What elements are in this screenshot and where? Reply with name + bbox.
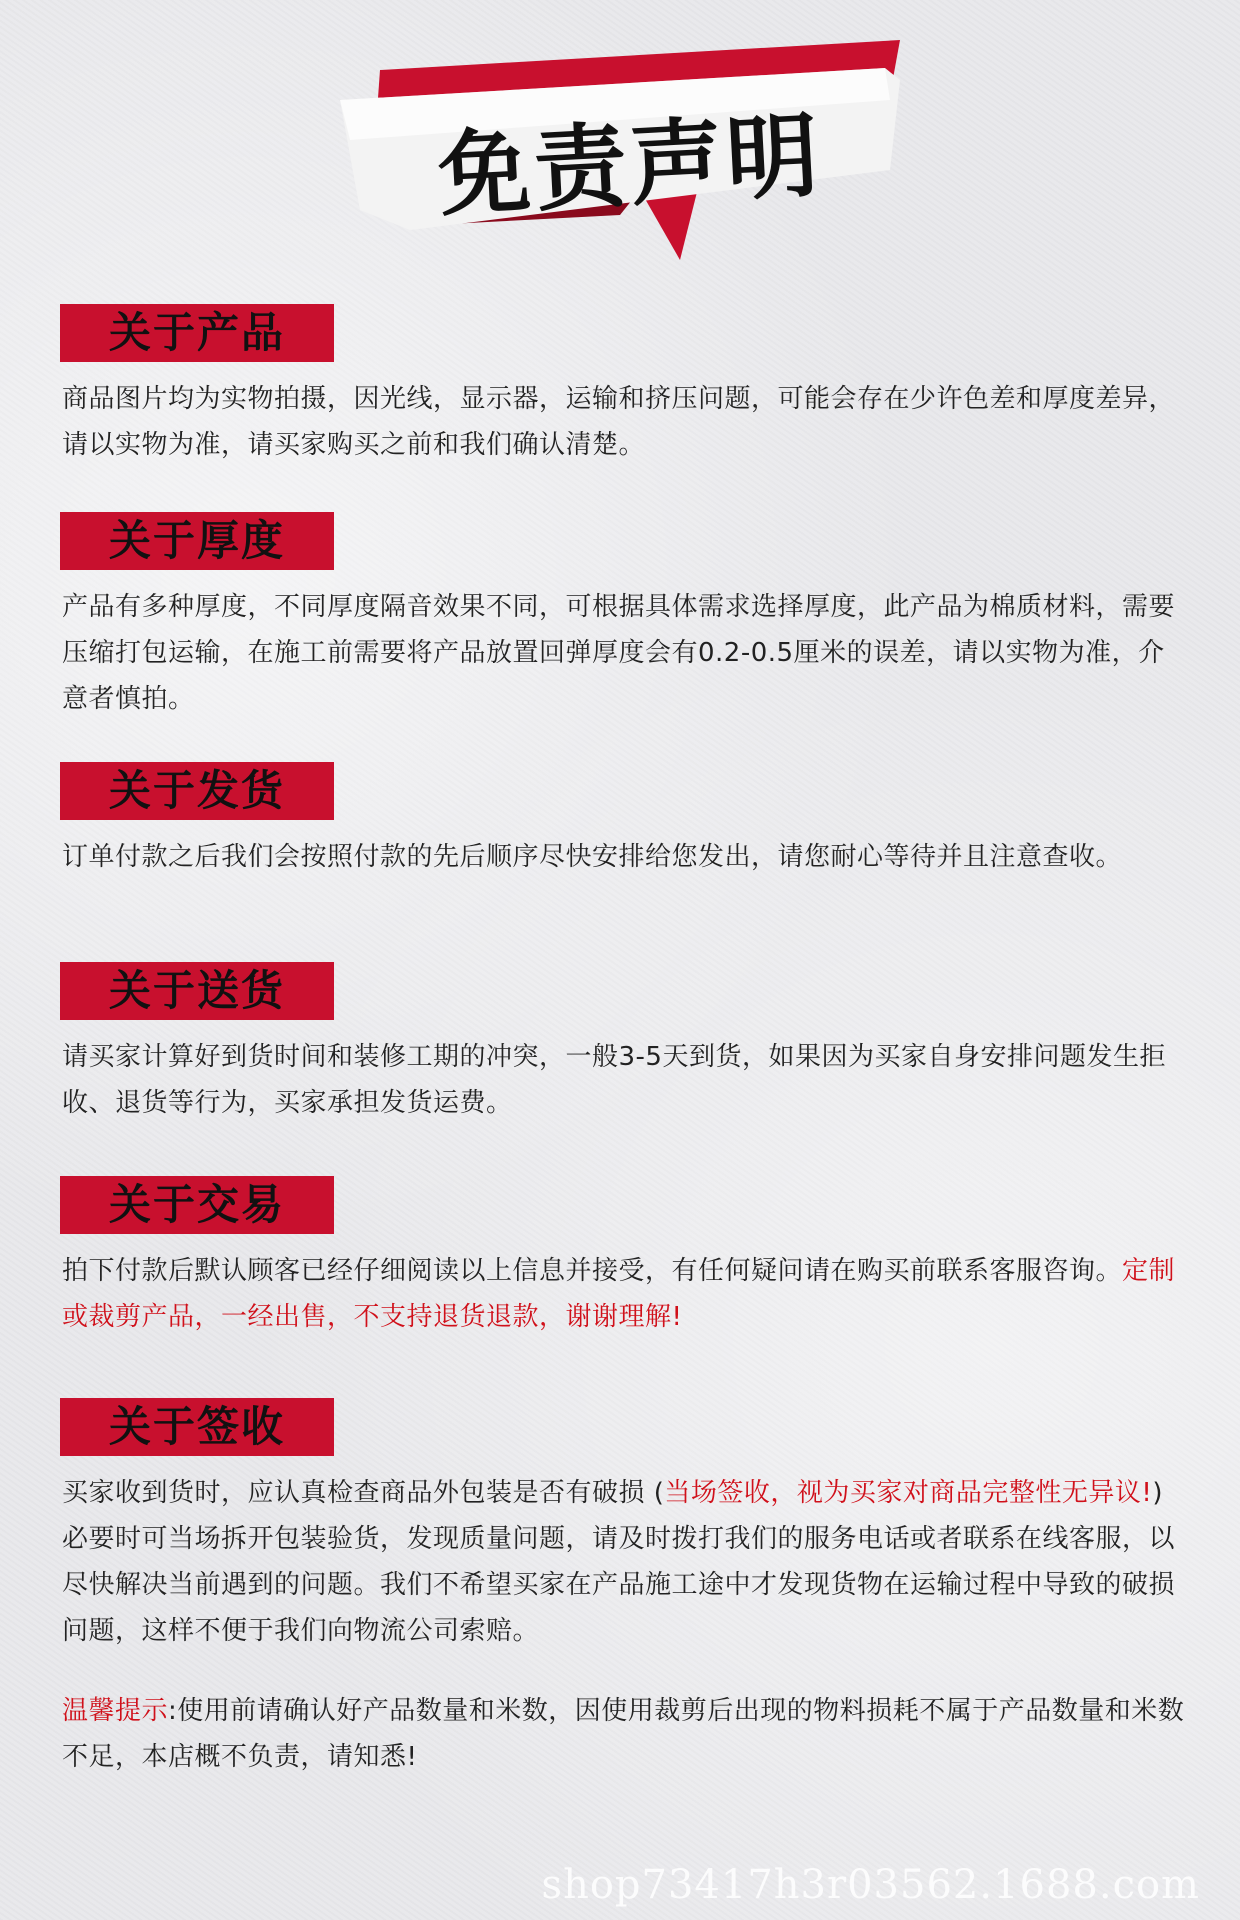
section-heading: 关于签收	[60, 1398, 334, 1456]
section-delivery	[60, 962, 1190, 1126]
section-heading: 关于发货	[60, 762, 334, 820]
section-heading: 关于送货	[60, 962, 334, 1020]
section-warning-text: 定制或裁剪产品，一经出售，不支持退货退款，谢谢理解!	[62, 1256, 1176, 1332]
warm-tip	[60, 1688, 1190, 1780]
section-text: 订单付款之后我们会按照付款的先后顺序尽快安排给您发出，请您耐心等待并且注意查收。	[62, 842, 1123, 872]
section-heading: 关于产品	[60, 304, 334, 362]
section-heading: 关于厚度	[60, 512, 334, 570]
section-text-after: ) 必要时可当场拆开包装验货，发现质量问题，请及时拨打我们的服务电话或者联系在线客服，以尽快解决当前遇到的问题。我们不希望买家在产品施工途中才发现货物在运输过程中导致的破损问题，这样不便于我们向物流公司索赔。	[62, 1478, 1176, 1646]
section-text-before: 买家收到货时，应认真检查商品外包装是否有破损 (	[62, 1478, 665, 1508]
section-text	[62, 1470, 1190, 1654]
page-title: 免责声明	[435, 102, 825, 229]
section-text-body: 拍下付款后默认顾客已经仔细阅读以上信息并接受，有任何疑问请在购买前联系客服咨询。	[62, 1256, 1123, 1286]
section-warning-text: 当场签收，视为买家对商品完整性无异议!	[664, 1478, 1153, 1508]
tip-label: 温馨提示	[62, 1696, 169, 1726]
section-text: 商品图片均为实物拍摄，因光线，显示器，运输和挤压问题，可能会存在少许色差和厚度差异，请以实物为准，请买家购买之前和我们确认清楚。	[62, 384, 1176, 460]
section-heading: 关于交易	[60, 1176, 334, 1234]
section-text: 产品有多种厚度，不同厚度隔音效果不同，可根据具体需求选择厚度，此产品为棉质材料，需要压缩打包运输，在施工前需要将产品放置回弹厚度会有0.2-0.5厘米的误差，请以实物为准，介意者慎拍。	[62, 592, 1176, 714]
shop-watermark: shop73417h3r03562.1688.com	[541, 1862, 1200, 1908]
section-text: 请买家计算好到货时间和装修工期的冲突，一般3-5天到货，如果因为买家自身安排问题发生拒收、退货等行为，买家承担发货运费。	[62, 1042, 1166, 1118]
section-thickness	[60, 512, 1190, 722]
tip-text	[62, 1688, 1190, 1780]
section-transaction	[60, 1176, 1190, 1340]
section-product	[60, 304, 1190, 468]
section-shipping	[60, 762, 1190, 880]
title-banner	[340, 40, 920, 280]
section-text	[62, 1248, 1190, 1340]
tip-body: :使用前请确认好产品数量和米数，因使用裁剪后出现的物料损耗不属于产品数量和米数不足，本店概不负责，请知悉!	[62, 1696, 1185, 1772]
section-receipt	[60, 1398, 1190, 1654]
